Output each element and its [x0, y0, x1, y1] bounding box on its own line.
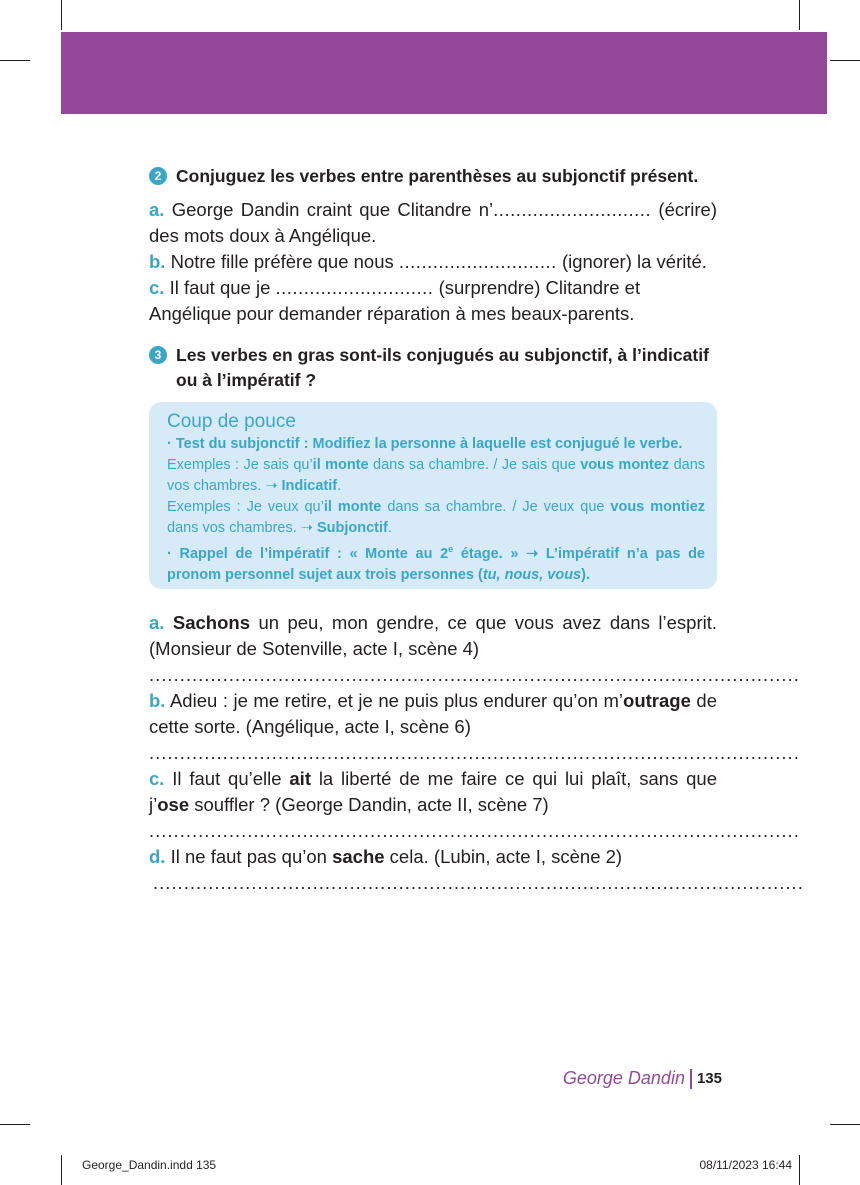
tip-text: · Test du subjonctif : Modifiez la personne à laquelle est conjugué le verbe.: [167, 436, 683, 452]
tip-text: Indicatif: [281, 478, 338, 494]
crop-mark: [61, 0, 62, 30]
footer-divider: [690, 1069, 692, 1089]
crop-mark: [0, 60, 30, 61]
item-text: Il ne faut pas qu’on: [170, 846, 333, 867]
fill-blank[interactable]: ............................: [398, 251, 557, 272]
tip-text: il monte: [323, 499, 382, 515]
item-text: Notre fille préfère que nous: [170, 251, 399, 272]
item-text: cela. (Lubin, acte I, scène 2): [384, 846, 623, 867]
item-text: Adieu : je me retire, et je ne puis plus endurer qu’on m’: [169, 690, 624, 711]
tip-text: tu, nous, vous: [482, 566, 582, 583]
tip-line: [167, 539, 705, 586]
exercise-3-instruction: Les verbes en gras sont-ils conjugués au subjonctif, à l’indicatif ou à l’impératif ?: [176, 345, 709, 390]
tip-text: Exemples : Je sais qu’: [167, 457, 313, 473]
bold-verb: Sachons: [172, 612, 250, 633]
crop-mark: [830, 1124, 860, 1125]
item-text: souffler ? (George Dandin, acte II, scène 7): [189, 794, 549, 815]
tip-text: dans sa chambre. / Je veux que: [381, 499, 611, 515]
crop-mark: [799, 0, 800, 30]
item-text: (ignorer) la vérité.: [556, 251, 707, 272]
tip-text: .: [337, 478, 342, 494]
tip-text: il monte: [312, 457, 369, 473]
item-letter: a.: [149, 199, 165, 220]
tip-text: · Rappel de l’impératif : « Monte au 2: [167, 545, 449, 562]
item-text: Il faut qu’elle: [172, 768, 290, 789]
item-text: un peu, mon gendre, ce que vous avez dans l’esprit. (Monsieur de Sotenville, acte I, scène 4): [149, 612, 718, 659]
header-band: [61, 32, 827, 114]
answer-line[interactable]: ..........................................................................................................: [149, 742, 800, 763]
sentence-d: [149, 844, 717, 870]
item-letter: d.: [149, 846, 166, 867]
exercise-number-badge: 3: [149, 346, 167, 364]
tip-text: .: [387, 520, 392, 536]
book-title: George Dandin: [562, 1068, 685, 1088]
answer-line[interactable]: ..........................................................................................................: [149, 820, 800, 841]
item-text: Il faut que je: [169, 277, 276, 298]
tip-text: Subjonctif: [316, 520, 388, 536]
item-text: la liberté de me faire ce qui lui plaît, sans que j’: [149, 768, 718, 815]
exercise-number-badge: 2: [149, 167, 167, 185]
item-letter: c.: [149, 768, 165, 789]
tip-text: dans vos chambres. ➝: [167, 520, 317, 536]
tip-text: étage. » ➝ L’impératif n’a pas de pronom personnel sujet aux trois personnes (: [167, 545, 705, 583]
exercise-3: [149, 343, 717, 393]
bold-verb: sache: [332, 846, 385, 867]
item-letter: c.: [149, 277, 165, 298]
exercise-2: [149, 164, 717, 327]
page-footer: [563, 1068, 722, 1089]
sentence-b: [149, 688, 717, 740]
slug-date: 08/11/2023 16:44: [699, 1158, 792, 1172]
exercise-2-instruction: Conjuguez les verbes entre parenthèses au subjonctif présent.: [176, 166, 699, 186]
exercise-2-heading: [149, 164, 717, 189]
bold-verb: ose: [157, 794, 190, 815]
exercise-2-item-c: [149, 275, 717, 327]
tip-text: dans vos chambres. ➝: [167, 457, 706, 494]
sentence-c: [149, 766, 717, 818]
sentence-a: [149, 610, 717, 662]
tip-text: Exemples : Je veux qu’: [167, 499, 324, 515]
tip-line: [167, 434, 705, 455]
exercise-3-sentences: [149, 610, 804, 896]
bold-verb: ait: [289, 768, 311, 789]
tip-text: vous montiez: [610, 499, 706, 515]
item-text: George Dandin craint que Clitandre n’: [171, 199, 494, 220]
crop-mark: [830, 60, 860, 61]
fill-blank[interactable]: ............................: [493, 199, 652, 220]
crop-mark: [799, 1155, 800, 1185]
exercise-2-item-a: [149, 197, 717, 249]
slug-file: George_Dandin.indd 135: [82, 1158, 217, 1172]
tip-text: dans sa chambre. / Je sais que: [368, 457, 581, 473]
exercise-3-heading: [149, 343, 717, 393]
tip-text: ).: [581, 566, 590, 583]
fill-blank[interactable]: ............................: [275, 277, 434, 298]
item-letter: b.: [149, 690, 166, 711]
crop-mark: [0, 1124, 30, 1125]
tip-title: Coup de pouce: [167, 411, 296, 432]
tip-line: [167, 497, 705, 539]
tip-text: vous montez: [580, 457, 670, 473]
item-letter: a.: [149, 612, 165, 633]
answer-line[interactable]: ..........................................................................................................: [149, 664, 800, 685]
tip-text: e: [448, 544, 454, 554]
item-text: (surprendre) Clitandre et Angélique pour demander réparation à mes beaux-parents.: [149, 277, 641, 324]
tip-line: [167, 455, 705, 497]
tip-box: [149, 402, 717, 589]
answer-line[interactable]: ..........................................................................................................: [153, 872, 804, 893]
page-number: 135: [696, 1070, 722, 1087]
item-text: de cette sorte. (Angélique, acte I, scène 6): [149, 690, 718, 737]
bold-verb: outrage: [623, 690, 691, 711]
item-letter: b.: [149, 251, 166, 272]
exercise-2-item-b: [149, 249, 717, 275]
item-text: (écrire) des mots doux à Angélique.: [149, 199, 717, 246]
crop-mark: [61, 1155, 62, 1185]
